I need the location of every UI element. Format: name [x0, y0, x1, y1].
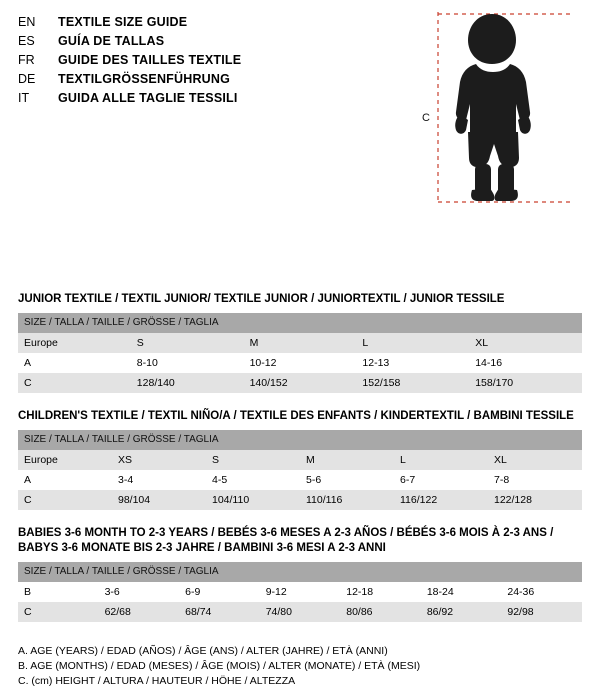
baby-body-shape [455, 14, 531, 201]
language-code: IT [18, 91, 30, 105]
language-title: TEXTILE SIZE GUIDE [58, 15, 188, 29]
size-table-babies [18, 562, 582, 622]
table-row [18, 470, 582, 490]
baby-silhouette-icon [420, 8, 580, 208]
cell: L [356, 333, 469, 353]
cell: 8-10 [131, 353, 244, 373]
cell: 10-12 [244, 353, 357, 373]
table-header-row [18, 562, 582, 582]
size-table-junior [18, 313, 582, 393]
legend-line-c: C. (cm) HEIGHT / ALTURA / HAUTEUR / HÖHE / ALTEZZA [18, 675, 296, 687]
table-row [18, 373, 582, 393]
cell: XL [469, 333, 582, 353]
cell: 152/158 [356, 373, 469, 393]
cell: 3-4 [112, 470, 206, 490]
table-header-row [18, 313, 582, 333]
table-row [18, 602, 582, 622]
row-label: C [18, 490, 112, 510]
language-title: TEXTILGRÖSSENFÜHRUNG [58, 72, 231, 86]
language-code: ES [18, 34, 35, 48]
cell: 6-7 [394, 470, 488, 490]
measure-label-c: C [422, 112, 430, 124]
language-title: GUÍA DE TALLAS [58, 34, 165, 48]
row-label: C [18, 373, 131, 393]
cell: 6-9 [179, 582, 260, 602]
cell: 74/80 [260, 602, 341, 622]
cell: 110/116 [300, 490, 394, 510]
section-title: JUNIOR TEXTILE / TEXTIL JUNIOR/ TEXTILE JUNIOR / JUNIORTEXTIL / JUNIOR TESSILE [18, 293, 505, 305]
section-title: CHILDREN'S TEXTILE / TEXTIL NIÑO/A / TEXTILE DES ENFANTS / KINDERTEXTIL / BAMBINI TESSILE [18, 410, 574, 422]
cell: 7-8 [488, 470, 582, 490]
legend [18, 644, 582, 689]
table-row [18, 353, 582, 373]
language-header [18, 14, 348, 107]
cell: XL [488, 450, 582, 470]
cell: XS [112, 450, 206, 470]
section-babies [18, 526, 582, 622]
legend-line-a: A. AGE (YEARS) / EDAD (AÑOS) / ÂGE (ANS) / ALTER (JAHRE) / ETÀ (ANNI) [18, 645, 388, 657]
table-header-label: SIZE / TALLA / TAILLE / GRÖSSE / TAGLIA [18, 430, 582, 450]
cell: S [131, 333, 244, 353]
cell: L [394, 450, 488, 470]
language-title: GUIDE DES TAILLES TEXTILE [58, 53, 242, 67]
language-code: EN [18, 15, 36, 29]
cell: 92/98 [501, 602, 582, 622]
table-row [18, 582, 582, 602]
cell: M [300, 450, 394, 470]
cell: 12-18 [340, 582, 421, 602]
section-title: BABIES 3-6 MONTH TO 2-3 YEARS / BEBÉS 3-6 MESES A 2-3 AÑOS / BÉBÉS 3-6 MOIS À 2-3 ANS / BABYS 3-6 MONATE BIS 2-3 JAHRE / BAMBINI 3-6 MESI A 2-3 ANNI [18, 527, 554, 554]
row-label: C [18, 602, 99, 622]
language-row [18, 33, 348, 50]
row-label: A [18, 470, 112, 490]
cell: 12-13 [356, 353, 469, 373]
cell: M [244, 333, 357, 353]
table-row [18, 333, 582, 353]
table-header-row [18, 430, 582, 450]
cell: 98/104 [112, 490, 206, 510]
cell: 140/152 [244, 373, 357, 393]
table-row [18, 490, 582, 510]
table-row [18, 450, 582, 470]
language-row [18, 14, 348, 31]
cell: 116/122 [394, 490, 488, 510]
section-junior [18, 292, 582, 393]
cell: 122/128 [488, 490, 582, 510]
row-label: B [18, 582, 99, 602]
cell: 158/170 [469, 373, 582, 393]
cell: S [206, 450, 300, 470]
cell: 68/74 [179, 602, 260, 622]
cell: 80/86 [340, 602, 421, 622]
cell: 62/68 [99, 602, 180, 622]
cell: 104/110 [206, 490, 300, 510]
cell: 18-24 [421, 582, 502, 602]
legend-line-b: B. AGE (MONTHS) / EDAD (MESES) / ÂGE (MOIS) / ALTER (MONATE) / ETÀ (MESI) [18, 660, 421, 672]
measurement-figure [420, 8, 580, 208]
language-title: GUIDA ALLE TAGLIE TESSILI [58, 91, 238, 105]
language-row [18, 71, 348, 88]
language-row [18, 52, 348, 69]
cell: 86/92 [421, 602, 502, 622]
table-header-label: SIZE / TALLA / TAILLE / GRÖSSE / TAGLIA [18, 313, 582, 333]
cell: 9-12 [260, 582, 341, 602]
table-header-label: SIZE / TALLA / TAILLE / GRÖSSE / TAGLIA [18, 562, 582, 582]
section-children [18, 409, 582, 510]
cell: 14-16 [469, 353, 582, 373]
row-label: Europe [18, 450, 112, 470]
row-label: A [18, 353, 131, 373]
cell: 128/140 [131, 373, 244, 393]
language-code: FR [18, 53, 35, 67]
size-table-children [18, 430, 582, 510]
cell: 24-36 [501, 582, 582, 602]
row-label: Europe [18, 333, 131, 353]
cell: 4-5 [206, 470, 300, 490]
cell: 5-6 [300, 470, 394, 490]
language-row [18, 90, 348, 107]
language-code: DE [18, 72, 36, 86]
cell: 3-6 [99, 582, 180, 602]
